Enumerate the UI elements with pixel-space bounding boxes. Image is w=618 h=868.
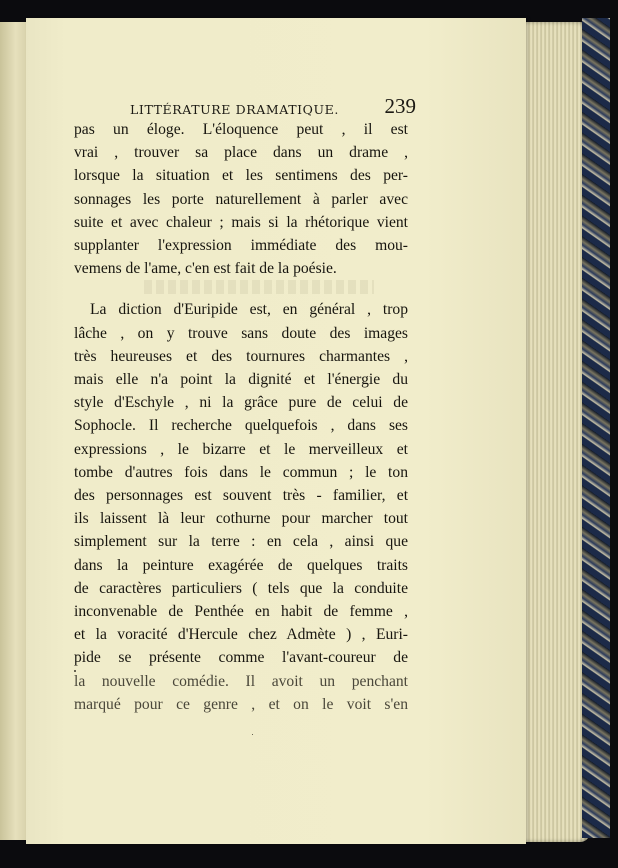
- text-line: pas un éloge. L'éloquence peut , il est: [74, 121, 408, 138]
- page-number: 239: [384, 94, 416, 118]
- text-line: inconvenable de Penthée en habit de femme ,: [74, 603, 408, 621]
- text-line: dans la peinture exagérée de quelques traits: [74, 556, 408, 574]
- book-page: [26, 18, 526, 844]
- text-line: très heureuses et des tournures charmantes ,: [74, 347, 409, 365]
- running-title: LITTÉRATURE DRAMATIQUE.: [130, 102, 339, 117]
- text-line: lorsque la situation et les sentimens des per-: [74, 167, 408, 185]
- text-line: lâche , on y trouve sans doute des images: [74, 324, 408, 342]
- text-line: suite et avec chaleur ; mais si la rhétorique vient: [74, 213, 408, 231]
- text-line: style d'Eschyle , ni la grâce pure de celui de: [74, 394, 409, 412]
- text-line: supplanter l'expression immédiate des mou-: [74, 237, 408, 255]
- text-line: La diction d'Euripide est, en général , trop: [90, 301, 408, 319]
- text-line: mais elle n'a point la dignité et l'énergie du: [74, 371, 409, 389]
- text-line: et la voracité d'Hercule chez Admète ) , Euri-: [74, 626, 408, 644]
- marbled-cover: [582, 18, 610, 838]
- text-line: ils laissent là leur cothurne pour marcher tout: [74, 510, 409, 528]
- paragraph-2: [74, 298, 408, 716]
- text-line: vemens de l'ame, c'en est fait de la poésie.: [74, 260, 337, 278]
- text-line: de caractères particuliers ( tels que la conduite: [74, 579, 408, 597]
- body-text: [74, 118, 408, 716]
- text-line: des personnages est souvent très - familier, et: [74, 487, 409, 505]
- facing-page-edge: [0, 22, 27, 840]
- text-line: expressions , le bizarre et le merveilleux et: [74, 440, 408, 458]
- text-line: la nouvelle comédie. Il avoit un penchant: [74, 672, 409, 690]
- ink-speck: [252, 734, 253, 735]
- text-line: tombe d'autres fois dans le commun ; le ton: [74, 463, 408, 481]
- text-line: pide se présente comme l'avant-coureur de: [74, 649, 409, 667]
- text-line: marqué pour ce genre , et on le voit s'en: [74, 695, 408, 713]
- text-line: sonnages les porte naturellement à parler avec: [74, 190, 408, 208]
- text-line: vrai , trouver sa place dans un drame ,: [74, 144, 408, 162]
- ink-speck: [74, 670, 76, 672]
- text-line: Sophocle. Il recherche quelquefois , dans ses: [74, 417, 408, 435]
- paragraph-1: [74, 118, 408, 280]
- text-line: simplement sur la terre : en cela , ainsi que: [74, 533, 408, 551]
